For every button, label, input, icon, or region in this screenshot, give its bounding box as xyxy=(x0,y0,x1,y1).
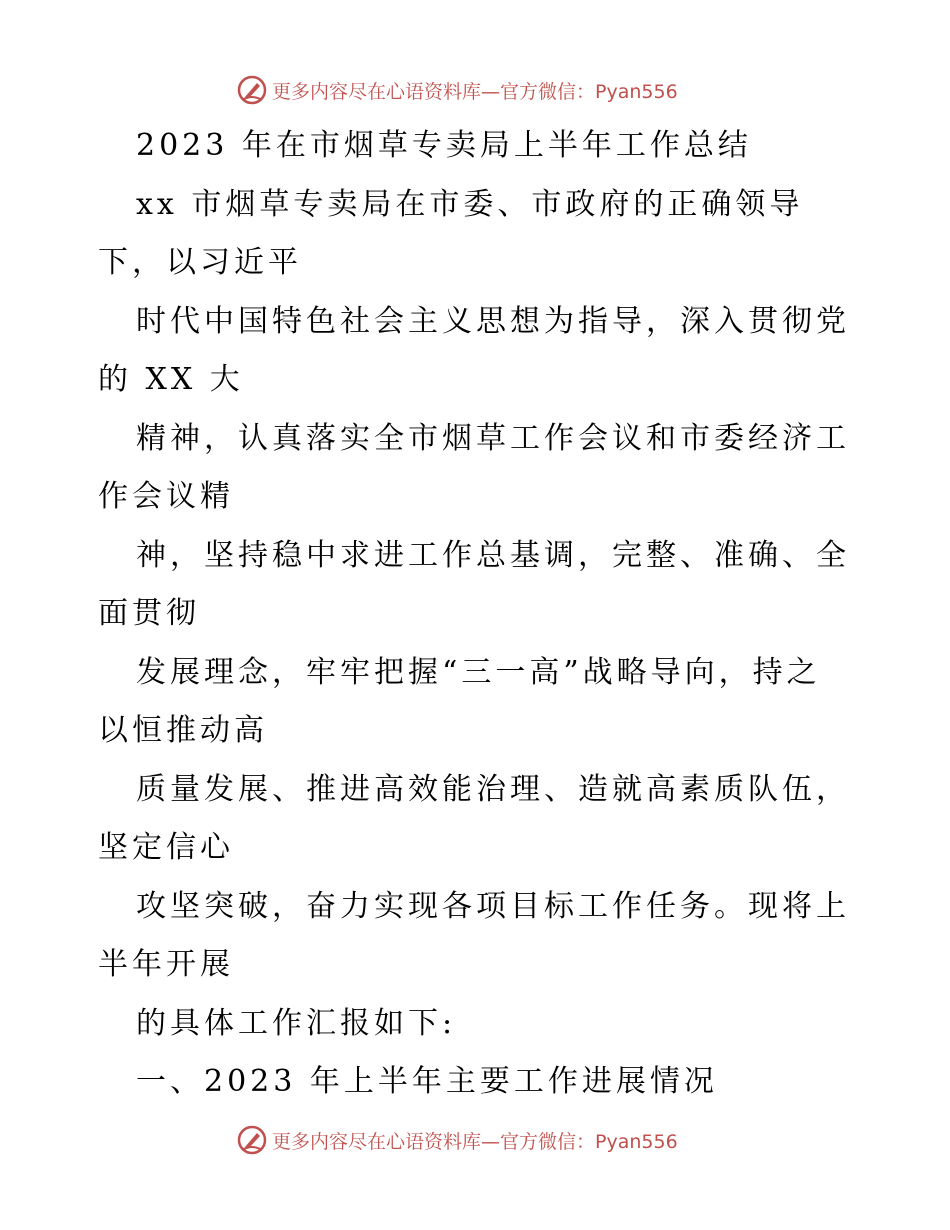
header-watermark xyxy=(236,70,678,110)
paragraph-line: 面贯彻 xyxy=(98,596,200,631)
paragraph-line: xx 市烟草专卖局在市委、市政府的正确领导 xyxy=(136,187,804,222)
section-heading: 一、2023 年上半年主要工作进展情况 xyxy=(136,1064,718,1099)
paragraph-line: 的具体工作汇报如下: xyxy=(136,1006,457,1041)
paragraph-line: 的 XX 大 xyxy=(98,362,244,397)
watermark-text xyxy=(272,77,678,104)
watermark-contact: 官方微信：Pyan556 xyxy=(500,80,678,103)
document-title: 2023 年在市烟草专卖局上半年工作总结 xyxy=(136,128,752,163)
paragraph-line: 精神，认真落实全市烟草工作会议和市委经济工 xyxy=(136,421,850,456)
paragraph-line: 坚定信心 xyxy=(98,830,234,865)
paragraph-line: 以恒推动高 xyxy=(98,713,268,748)
watermark-separator: — xyxy=(481,1130,501,1153)
paragraph-line: 发展理念，牢牢把握“三一高”战略导向，持之 xyxy=(136,655,821,690)
footer-watermark xyxy=(236,1120,678,1160)
watermark-contact: 官方微信：Pyan556 xyxy=(500,1130,678,1153)
paragraph-line: 半年开展 xyxy=(98,947,234,982)
pen-logo-icon xyxy=(236,74,268,106)
pen-logo-icon xyxy=(236,1124,268,1156)
paragraph-line: 质量发展、推进高效能治理、造就高素质队伍， xyxy=(136,772,850,807)
watermark-separator: — xyxy=(481,80,501,103)
watermark-title: 更多内容尽在心语资料库 xyxy=(272,80,482,103)
paragraph-line: 下，以习近平 xyxy=(98,245,302,280)
paragraph-line: 攻坚突破，奋力实现各项目标工作任务。现将上 xyxy=(136,889,850,924)
paragraph-line: 作会议精 xyxy=(98,479,234,514)
paragraph-line: 时代中国特色社会主义思想为指导，深入贯彻党 xyxy=(136,304,850,339)
watermark-text xyxy=(272,1127,678,1154)
paragraph-line: 神，坚持稳中求进工作总基调，完整、准确、全 xyxy=(136,538,850,573)
watermark-title: 更多内容尽在心语资料库 xyxy=(272,1130,482,1153)
